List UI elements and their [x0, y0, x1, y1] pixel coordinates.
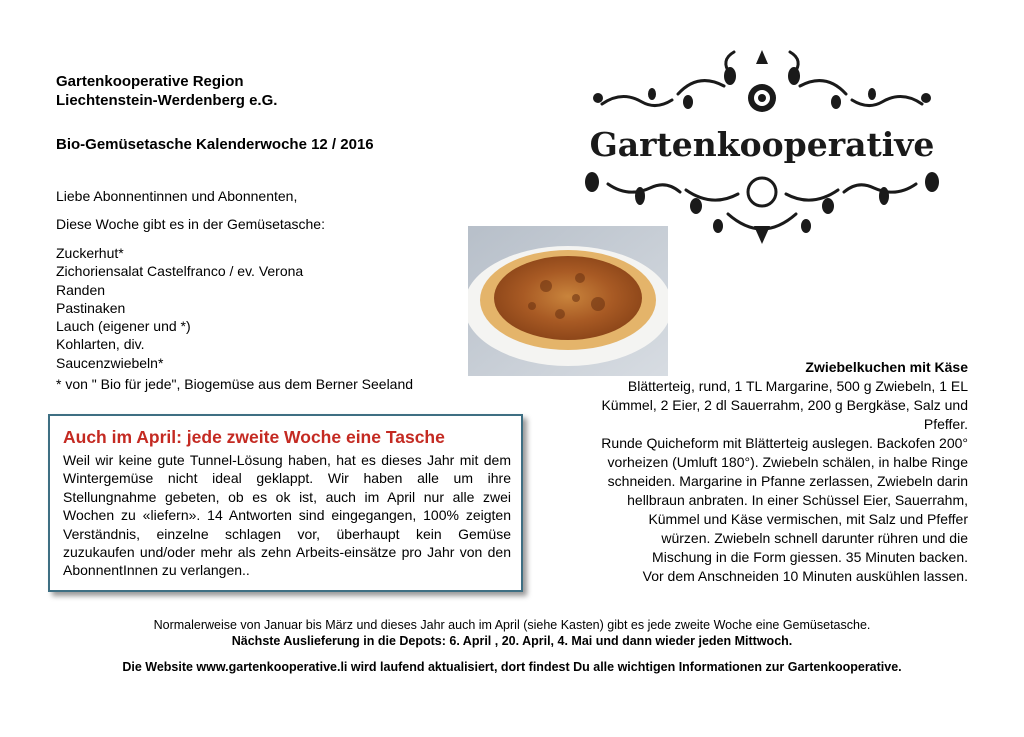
footer-website-note: Die Website www.gartenkooperative.li wird laufend aktualisiert, dort findest Du alle wichtigen Informationen zur Gartenkooperative.: [122, 660, 902, 674]
notice-title: Auch im April: jede zweite Woche eine Tasche: [63, 427, 445, 447]
recipe-steps: Runde Quicheform mit Blätterteig auslegen. Backofen 200° vorheizen (Umluft 180°). Zwiebeln schälen, in halbe Ringe schneiden. Margarine in Pfanne zerlassen, Zwiebeln darin hellbraun anbraten. In einer Schüssel Eier, Sauerrahm, Kümmel und Käse vermischen, mit Salz und Pfeffer würzen. Zwiebeln schnell darunter rühren und die Mischung in die Form giessen. 35 Minuten backen.: [601, 435, 968, 565]
quiche-photo: [468, 226, 668, 376]
recipe-ingredients: Blätterteig, rund, 1 TL Margarine, 500 g Zwiebeln, 1 EL Kümmel, 2 Eier, 2 dl Sauerrahm, 200 g Bergkäse, Salz und Pfeffer.: [601, 378, 968, 432]
notice-box: [48, 414, 523, 592]
list-item: Kohlarten, div.: [56, 336, 145, 353]
organization-line-2: Liechtenstein-Werdenberg e.G.: [56, 92, 278, 109]
logo-wordmark: Gartenkooperative: [589, 125, 935, 164]
bottom-ornament: [608, 178, 916, 229]
intro-text: Diese Woche gibt es in der Gemüsetasche:: [56, 216, 325, 232]
recipe-final-step: Vor dem Anschneiden 10 Minuten auskühlen lassen.: [642, 568, 968, 584]
gartenkooperative-logo: [578, 44, 946, 249]
notice-body: Weil wir keine gute Tunnel-Lösung haben, hat es dieses Jahr mit dem Wintergemüse nicht ideal geklappt. Wir haben alle um ihre Stellungnahme gebeten, ob es ok ist, auch im April nur alle zwei Wochen zu «liefern». 14 Antworten sind eingegangen, 100% zeigten Verständnis, einzelne schlagen vor, überhaupt kein Gemüse zuzukaufen und/oder mehr als zehn Arbeits-einsätze pro Jahr von den AbonnentInnen zu verlangen..: [63, 452, 511, 579]
footer-delivery-dates: Nächste Auslieferung in die Depots: 6. April , 20. April, 4. Mai und dann wieder jeden Mittwoch.: [231, 634, 793, 648]
organization-line-1: Gartenkooperative Region: [56, 73, 244, 90]
week-title: Bio-Gemüsetasche Kalenderwoche 12 / 2016: [56, 136, 374, 153]
footer-schedule-note: Normalerweise von Januar bis März und dieses Jahr auch im April (siehe Kasten) gibt es jede zweite Woche eine Gemüsetasche.: [153, 618, 871, 632]
list-item: Pastinaken: [56, 299, 126, 316]
list-item: Lauch (eigener und *): [56, 318, 191, 335]
organization-name: [56, 72, 277, 110]
list-item: Zichoriensalat Castelfranco / ev. Verona: [56, 263, 304, 280]
list-item: Randen: [56, 281, 106, 298]
vegetable-list: [56, 244, 303, 372]
greeting: Liebe Abonnentinnen und Abonnenten,: [56, 188, 298, 204]
recipe-title: Zwiebelkuchen mit Käse: [805, 359, 968, 375]
vegetable-footnote: * von " Bio für jede", Biogemüse aus dem Berner Seeland: [56, 376, 414, 392]
list-item: Zuckerhut*: [56, 245, 124, 261]
list-item: Saucenzwiebeln*: [56, 354, 164, 371]
recipe: [598, 358, 968, 586]
